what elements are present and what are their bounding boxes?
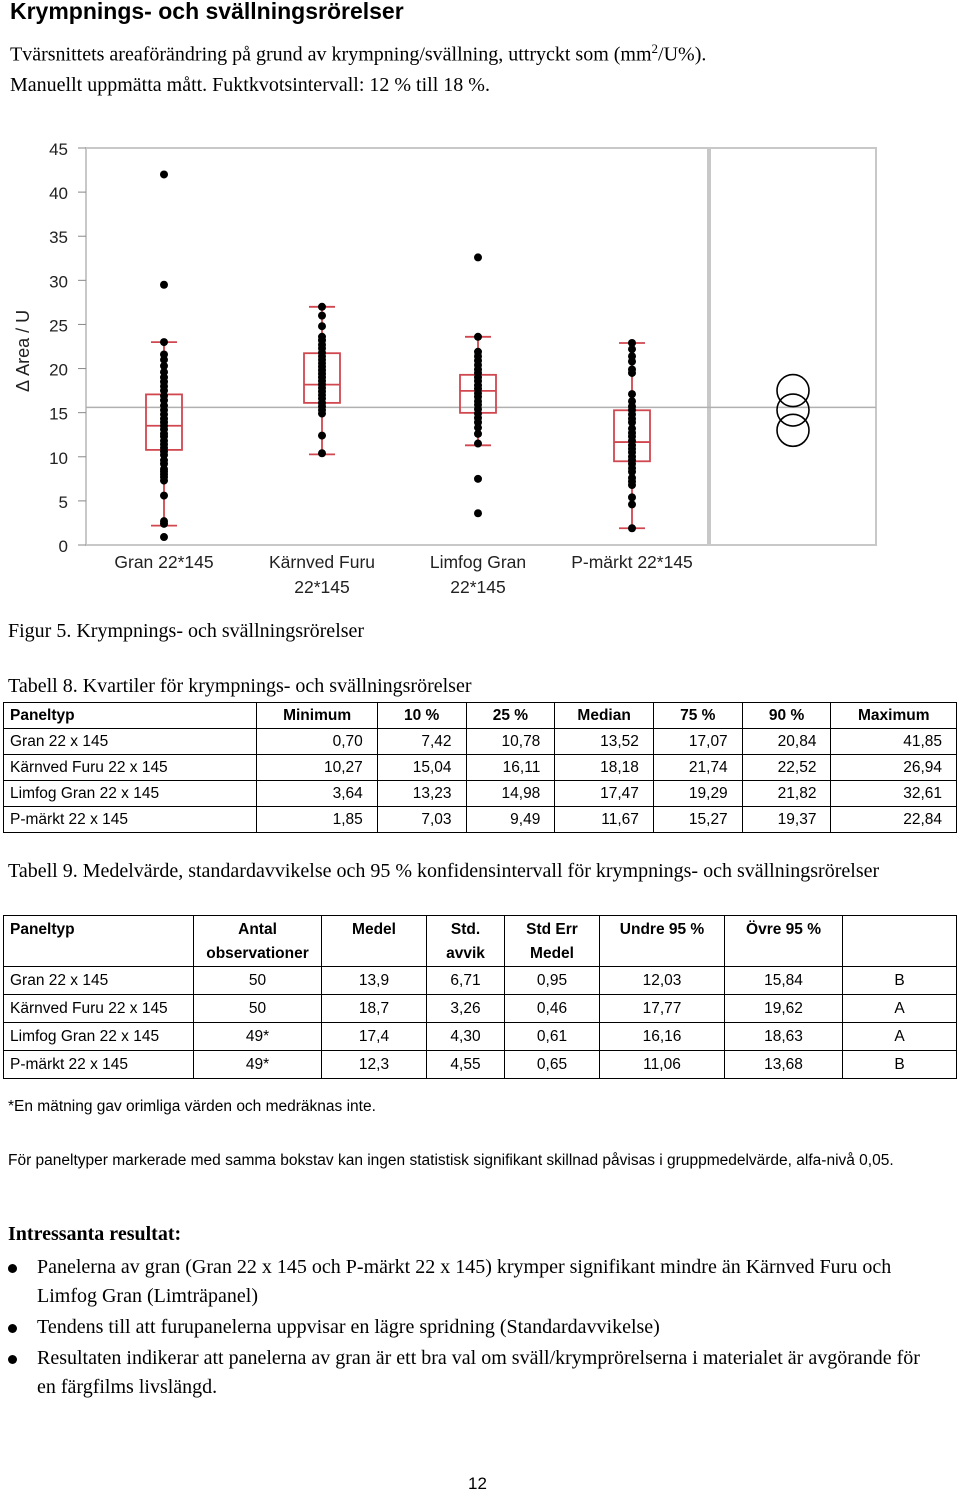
- table-cell: 0,65: [505, 1051, 600, 1079]
- table-cell: 10,27: [257, 755, 377, 781]
- table-row: [4, 1051, 957, 1079]
- table-cell: 50: [194, 995, 322, 1023]
- table-cell: 21,74: [653, 755, 742, 781]
- table-cell: 16,16: [600, 1023, 725, 1051]
- data-point: [160, 338, 168, 346]
- table-cell: P-märkt 22 x 145: [4, 807, 257, 833]
- table8-caption: Tabell 8. Kvartiler för krympnings- och svällningsrörelser: [8, 675, 472, 697]
- bullet-icon: [8, 1324, 17, 1333]
- data-point: [628, 397, 636, 405]
- table-cell: 13,68: [725, 1051, 843, 1079]
- table-cell: Gran 22 x 145: [4, 967, 194, 995]
- group-letter-cell: B: [843, 1051, 957, 1079]
- x-category-label: Gran 22*145: [114, 552, 214, 572]
- x-category-label: 22*145: [294, 577, 350, 597]
- significance-paragraph: För paneltyper markerade med samma bokstav kan ingen statistisk signifikant skillnad påvisas i gruppmedelvärde, alfa-nivå 0,05.: [8, 1152, 894, 1169]
- table-cell: 20,84: [742, 729, 831, 755]
- list-item-text: Resultaten indikerar att panelerna av gran är ett bra val om sväll/krymprörelserna i materialet är avgörande för en färgfilms livslängd.: [37, 1347, 920, 1398]
- data-point: [474, 509, 482, 517]
- table-cell: 18,63: [725, 1023, 843, 1051]
- table-cell: 11,67: [555, 807, 654, 833]
- section-heading: Krympnings- och svällningsrörelser: [10, 0, 404, 24]
- box-plot-chart: [0, 140, 960, 610]
- y-tick-label: 15: [49, 404, 68, 424]
- data-point: [160, 517, 168, 525]
- column-header: 90 %: [742, 703, 831, 729]
- x-category-label: Kärnved Furu: [268, 552, 376, 572]
- data-point: [160, 492, 168, 500]
- group-letter-cell: A: [843, 1023, 957, 1051]
- table-cell: 9,49: [466, 807, 555, 833]
- table-cell: 0,46: [505, 995, 600, 1023]
- table-cell: 14,98: [466, 781, 555, 807]
- table-cell: 41,85: [831, 729, 957, 755]
- table9-caption: Tabell 9. Medelvärde, standardavvikelse och 95 % konfidensintervall för krympnings- och svällningsrörelser: [8, 860, 880, 882]
- table-cell: 49*: [194, 1051, 322, 1079]
- table-cell: 6,71: [427, 967, 505, 995]
- figure-caption: Figur 5. Krympnings- och svällningsrörelser: [8, 620, 365, 642]
- y-tick-label: 40: [49, 184, 68, 204]
- y-tick-label: 45: [49, 140, 68, 159]
- intro-superscript: 2: [651, 41, 659, 56]
- data-point: [160, 533, 168, 541]
- table-cell: 13,23: [377, 781, 466, 807]
- y-tick-label: 10: [49, 448, 68, 468]
- table-cell: 3,64: [257, 781, 377, 807]
- data-point: [474, 333, 482, 341]
- plot-frame: [86, 148, 708, 545]
- x-category-label: P-märkt 22*145: [571, 552, 693, 572]
- bullet-icon: [8, 1355, 17, 1364]
- table-cell: 17,07: [653, 729, 742, 755]
- column-header: Undre 95 %: [600, 916, 725, 967]
- table-cell: 0,70: [257, 729, 377, 755]
- table-cell: 0,61: [505, 1023, 600, 1051]
- table-cell: 50: [194, 967, 322, 995]
- table-cell: 15,27: [653, 807, 742, 833]
- table-cell: 19,37: [742, 807, 831, 833]
- table-row: [4, 995, 957, 1023]
- table-cell: Kärnved Furu 22 x 145: [4, 995, 194, 1023]
- table-cell: 18,7: [322, 995, 427, 1023]
- intro-text: [10, 34, 940, 100]
- table-cell: 0,95: [505, 967, 600, 995]
- bullet-icon: [8, 1264, 17, 1273]
- results-list: [0, 1253, 940, 1404]
- y-tick-label: 30: [49, 272, 68, 292]
- data-point: [628, 352, 636, 360]
- y-tick-label: 20: [49, 360, 68, 380]
- table-row: [4, 729, 957, 755]
- data-point: [318, 333, 326, 341]
- data-point: [474, 348, 482, 356]
- quartile-table: [3, 702, 957, 833]
- column-header: 75 %: [653, 703, 742, 729]
- data-point: [318, 449, 326, 457]
- table-cell: 26,94: [831, 755, 957, 781]
- table-cell: Kärnved Furu 22 x 145: [4, 755, 257, 781]
- comparison-circle: [777, 394, 809, 426]
- table-cell: P-märkt 22 x 145: [4, 1051, 194, 1079]
- table-cell: 49*: [194, 1023, 322, 1051]
- table-cell: 11,06: [600, 1051, 725, 1079]
- table-header-row: [4, 916, 957, 967]
- y-tick-label: 0: [58, 537, 68, 556]
- x-category-label: 22*145: [450, 577, 506, 597]
- table-header-row: [4, 703, 957, 729]
- table-cell: 10,78: [466, 729, 555, 755]
- data-point: [628, 493, 636, 501]
- column-header: Maximum: [831, 703, 957, 729]
- table-cell: 16,11: [466, 755, 555, 781]
- table-cell: 4,55: [427, 1051, 505, 1079]
- list-item-text: Tendens till att furupanelerna uppvisar en lägre spridning (Standardavvikelse): [37, 1316, 660, 1338]
- page-number: 12: [468, 1474, 487, 1493]
- data-point: [318, 322, 326, 330]
- comparison-panel-frame: [710, 148, 876, 545]
- data-point: [474, 253, 482, 261]
- table-cell: 7,42: [377, 729, 466, 755]
- table-row: [4, 755, 957, 781]
- table-cell: 19,29: [653, 781, 742, 807]
- data-point: [160, 170, 168, 178]
- table-cell: 21,82: [742, 781, 831, 807]
- y-tick-label: 35: [49, 228, 68, 248]
- group-letter-cell: B: [843, 967, 957, 995]
- y-axis-label: Δ Area / U: [13, 309, 33, 392]
- table-row: [4, 1023, 957, 1051]
- results-heading: Intressanta resultat:: [8, 1223, 182, 1245]
- data-point: [474, 440, 482, 448]
- x-category-label: Limfog Gran: [429, 552, 527, 572]
- data-point: [160, 350, 168, 358]
- list-item-text: Panelerna av gran (Gran 22 x 145 och P-märkt 22 x 145) krymper signifikant mindre än Kärnved Furu och Limfog Gran (Limträpanel): [37, 1256, 892, 1307]
- group-letter-cell: A: [843, 995, 957, 1023]
- table-cell: 15,04: [377, 755, 466, 781]
- data-point: [628, 524, 636, 532]
- table-cell: 17,4: [322, 1023, 427, 1051]
- column-header: Paneltyp: [4, 916, 194, 967]
- table9-footnote: *En mätning gav orimliga värden och medräknas inte.: [8, 1098, 376, 1115]
- table-cell: 3,26: [427, 995, 505, 1023]
- column-header: Paneltyp: [4, 703, 257, 729]
- intro-line1-pre: Tvärsnittets areaförändring på grund av krympning/svällning, uttryckt som (mm: [10, 43, 652, 66]
- column-header: Antal observationer: [194, 916, 322, 967]
- y-tick-label: 25: [49, 316, 68, 336]
- table-cell: Limfog Gran 22 x 145: [4, 1023, 194, 1051]
- data-point: [160, 281, 168, 289]
- data-point: [628, 500, 636, 508]
- table-cell: 7,03: [377, 807, 466, 833]
- data-point: [318, 303, 326, 311]
- table-cell: 22,52: [742, 755, 831, 781]
- list-item: [0, 1313, 940, 1342]
- table-cell: 12,3: [322, 1051, 427, 1079]
- column-header: 10 %: [377, 703, 466, 729]
- table-cell: 22,84: [831, 807, 957, 833]
- data-point: [318, 432, 326, 440]
- column-header: Std Err Medel: [505, 916, 600, 967]
- data-point: [474, 475, 482, 483]
- list-item: [0, 1344, 940, 1402]
- column-header: Median: [555, 703, 654, 729]
- column-header: Std. avvik: [427, 916, 505, 967]
- column-header: Övre 95 %: [725, 916, 843, 967]
- table-cell: 13,9: [322, 967, 427, 995]
- data-point: [628, 390, 636, 398]
- comparison-circle: [777, 375, 809, 407]
- intro-line2: Manuellt uppmätta mått. Fuktkvotsintervall: 12 % till 18 %.: [10, 73, 490, 96]
- table-cell: 17,47: [555, 781, 654, 807]
- table-row: [4, 967, 957, 995]
- table-cell: 32,61: [831, 781, 957, 807]
- table-cell: 1,85: [257, 807, 377, 833]
- table-row: [4, 781, 957, 807]
- list-item: [0, 1253, 940, 1311]
- table-cell: Gran 22 x 145: [4, 729, 257, 755]
- mean-stddev-table: [3, 915, 957, 1079]
- y-tick-label: 5: [58, 492, 68, 512]
- intro-line1-post: /U%).: [658, 43, 707, 66]
- column-header: Medel: [322, 916, 427, 967]
- column-header: Minimum: [257, 703, 377, 729]
- data-point: [628, 339, 636, 347]
- table-cell: 17,77: [600, 995, 725, 1023]
- data-point: [318, 312, 326, 320]
- table-cell: 12,03: [600, 967, 725, 995]
- table-row: [4, 807, 957, 833]
- data-point: [628, 365, 636, 373]
- column-header: [843, 916, 957, 967]
- table-cell: 13,52: [555, 729, 654, 755]
- table-cell: Limfog Gran 22 x 145: [4, 781, 257, 807]
- comparison-circle: [777, 414, 809, 446]
- table-cell: 4,30: [427, 1023, 505, 1051]
- table-cell: 19,62: [725, 995, 843, 1023]
- column-header: 25 %: [466, 703, 555, 729]
- table-cell: 15,84: [725, 967, 843, 995]
- table-cell: 18,18: [555, 755, 654, 781]
